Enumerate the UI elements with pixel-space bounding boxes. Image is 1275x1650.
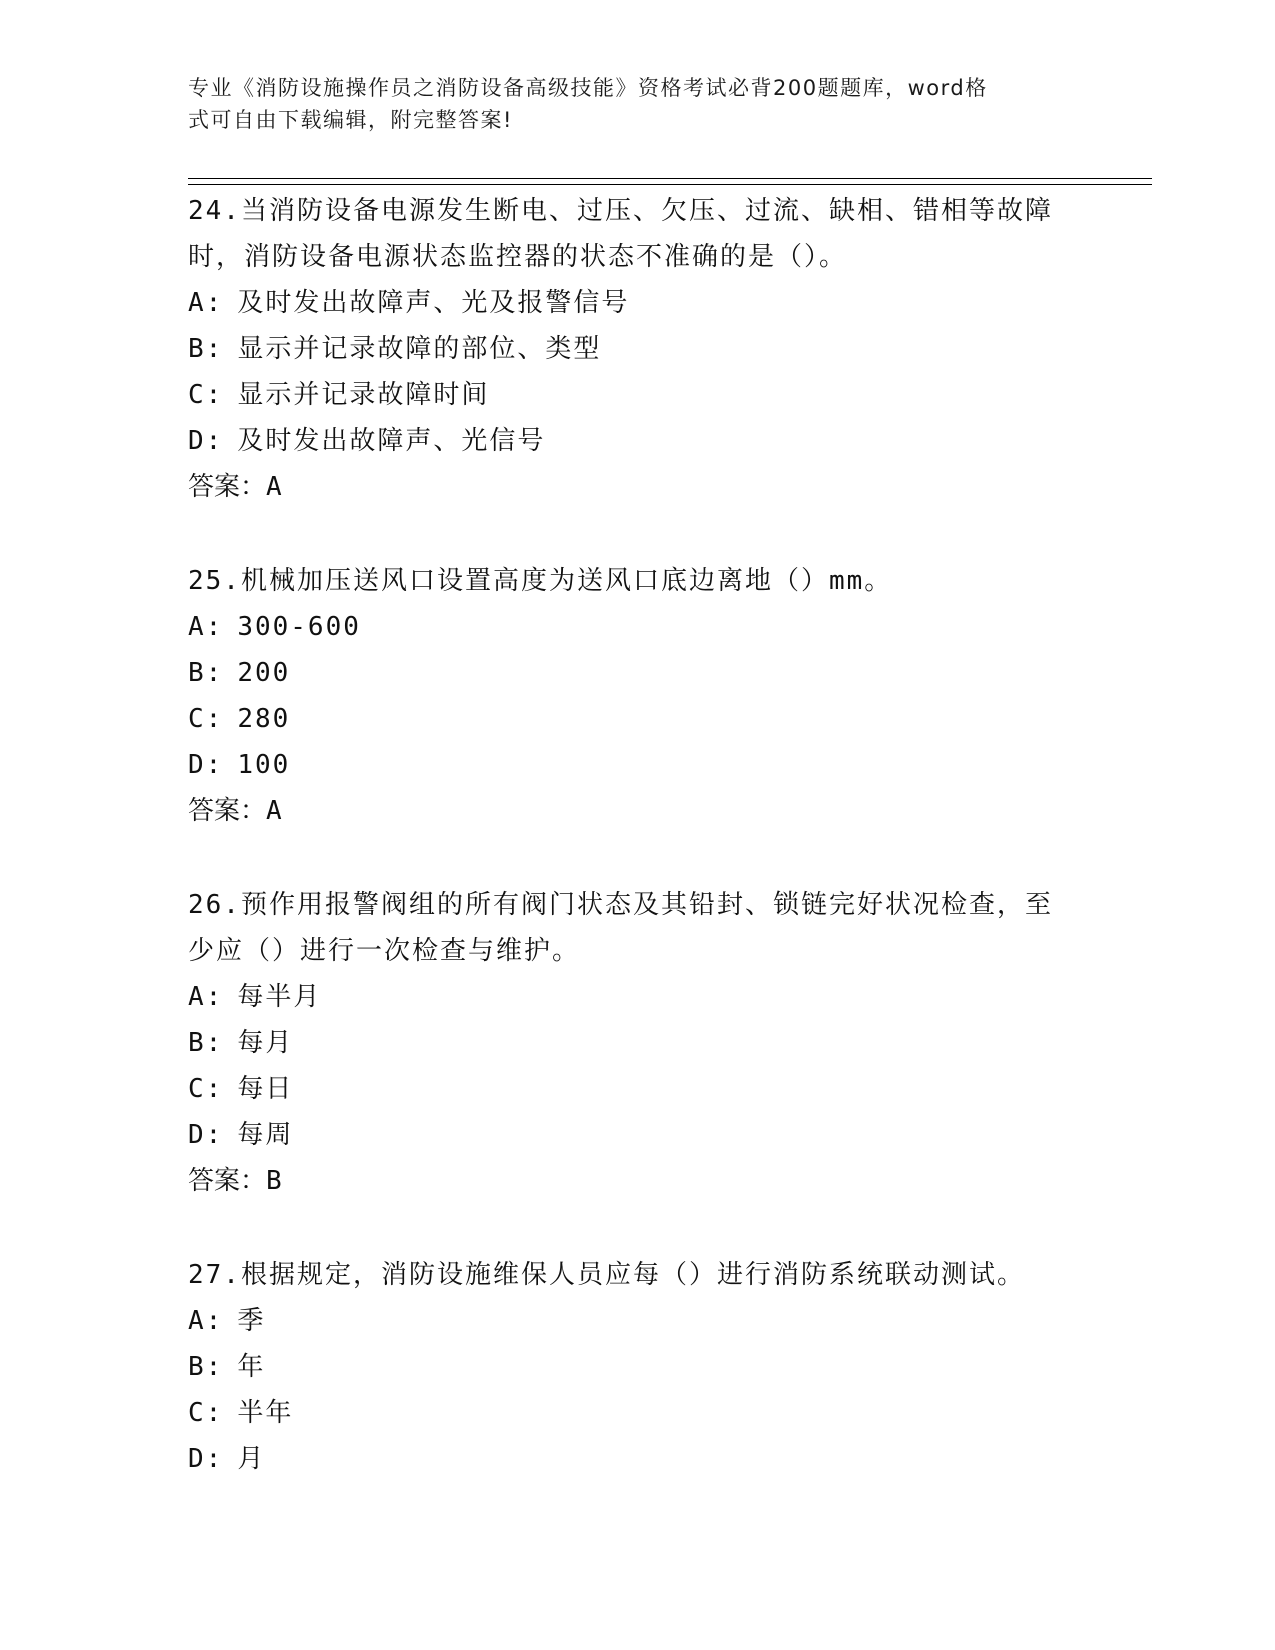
option-text: 年	[237, 1352, 266, 1382]
question-stem-line-1: 24.当消防设备电源发生断电、过压、欠压、过流、缺相、错相等故障	[188, 196, 1053, 226]
option-d	[188, 742, 1088, 788]
option-b	[188, 1020, 1088, 1066]
question-stem-line-2: 时，消防设备电源状态监控器的状态不准确的是（）。	[188, 242, 848, 272]
header-line-1: 专业《消防设施操作员之消防设备高级技能》资格考试必背200题题库，word格	[188, 76, 988, 100]
option-text: 及时发出故障声、光信号	[237, 426, 546, 456]
option-a	[188, 974, 1088, 1020]
option-key: A:	[188, 288, 224, 318]
question-24	[188, 188, 1088, 510]
question-list	[188, 188, 1088, 1530]
option-c	[188, 1390, 1088, 1436]
option-key: C:	[188, 1398, 224, 1428]
answer-label: 答案：	[188, 796, 267, 826]
header-divider-top	[188, 178, 1152, 179]
option-text: 显示并记录故障时间	[237, 380, 490, 410]
option-c	[188, 696, 1088, 742]
answer-value: A	[266, 796, 282, 826]
question-stem	[188, 882, 1088, 974]
answer-line	[188, 788, 1088, 834]
option-key: C:	[188, 704, 224, 734]
question-stem	[188, 188, 1088, 280]
option-key: A:	[188, 982, 224, 1012]
document-header	[188, 72, 1068, 136]
option-a	[188, 604, 1088, 650]
answer-line	[188, 464, 1088, 510]
answer-label: 答案：	[188, 1166, 267, 1196]
option-text: 280	[237, 704, 291, 734]
option-text: 300-600	[237, 612, 361, 642]
option-text: 每月	[237, 1028, 294, 1058]
option-key: B:	[188, 1028, 224, 1058]
option-b	[188, 326, 1088, 372]
option-key: A:	[188, 612, 224, 642]
option-text: 每周	[237, 1120, 294, 1150]
option-key: D:	[188, 1120, 224, 1150]
question-stem	[188, 1252, 1088, 1298]
option-text: 显示并记录故障的部位、类型	[237, 334, 602, 364]
option-key: C:	[188, 1074, 224, 1104]
answer-line	[188, 1158, 1088, 1204]
option-text: 每半月	[237, 982, 322, 1012]
header-divider-bottom	[188, 184, 1152, 185]
option-d	[188, 1436, 1088, 1482]
option-key: A:	[188, 1306, 224, 1336]
question-27	[188, 1252, 1088, 1482]
option-b	[188, 1344, 1088, 1390]
question-25	[188, 558, 1088, 834]
answer-label: 答案：	[188, 472, 267, 502]
option-c	[188, 1066, 1088, 1112]
question-stem-line-1: 27.根据规定，消防设施维保人员应每（）进行消防系统联动测试。	[188, 1260, 1025, 1290]
option-a	[188, 280, 1088, 326]
option-a	[188, 1298, 1088, 1344]
question-26	[188, 882, 1088, 1204]
option-key: D:	[188, 1444, 224, 1474]
option-key: B:	[188, 334, 224, 364]
answer-value: B	[266, 1166, 282, 1196]
header-line-2: 式可自由下载编辑，附完整答案!	[188, 108, 513, 132]
question-stem-line-2: 少应（）进行一次检查与维护。	[188, 936, 581, 966]
option-text: 100	[237, 750, 291, 780]
option-key: C:	[188, 380, 224, 410]
option-key: D:	[188, 750, 224, 780]
option-c	[188, 372, 1088, 418]
question-stem-line-1: 26.预作用报警阀组的所有阀门状态及其铅封、锁链完好状况检查，至	[188, 890, 1053, 920]
option-key: D:	[188, 426, 224, 456]
option-text: 每日	[237, 1074, 294, 1104]
question-stem	[188, 558, 1088, 604]
option-b	[188, 650, 1088, 696]
option-key: B:	[188, 1352, 224, 1382]
option-text: 及时发出故障声、光及报警信号	[237, 288, 630, 318]
option-d	[188, 418, 1088, 464]
option-key: B:	[188, 658, 224, 688]
option-text: 月	[237, 1444, 266, 1474]
option-d	[188, 1112, 1088, 1158]
answer-value: A	[266, 472, 282, 502]
option-text: 半年	[237, 1398, 294, 1428]
option-text: 季	[237, 1306, 266, 1336]
option-text: 200	[237, 658, 291, 688]
question-stem-line-1: 25.机械加压送风口设置高度为送风口底边离地（）mm。	[188, 566, 893, 596]
